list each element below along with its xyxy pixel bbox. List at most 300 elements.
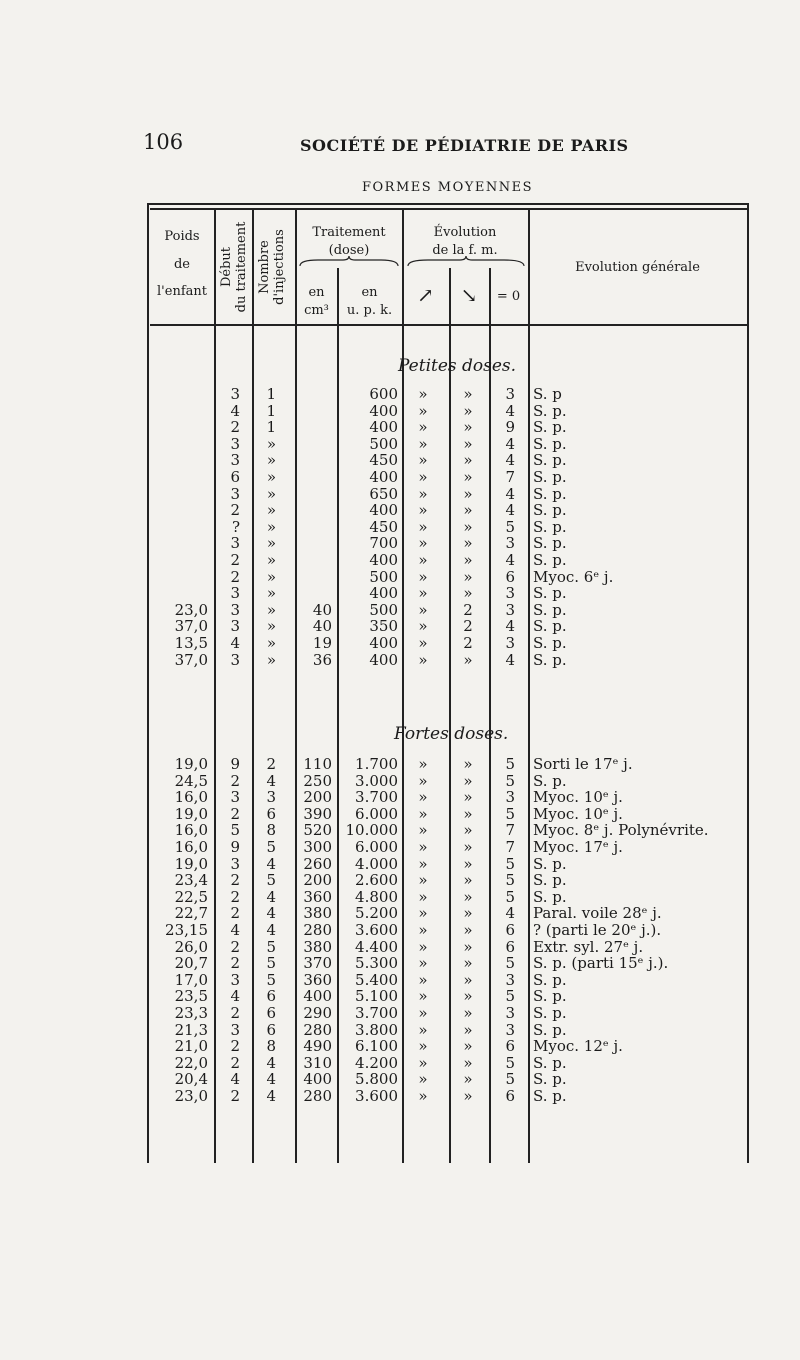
cell-zero: 5	[505, 771, 515, 790]
cell-up: »	[418, 434, 428, 453]
cell-cm3: 290	[303, 1004, 332, 1022]
cell-down: »	[463, 517, 473, 536]
cell-cm3: 36	[312, 650, 332, 669]
cell-down: »	[463, 937, 473, 956]
cell-up: »	[418, 804, 428, 823]
cell-gen: S. p.	[533, 600, 567, 619]
cell-poids: 21,3	[174, 1020, 208, 1039]
cell-upk: 400	[369, 501, 398, 520]
cell-gen: S. p.	[533, 434, 567, 453]
cell-nombre: »	[266, 468, 276, 486]
cell-up: »	[418, 385, 428, 403]
cell-gen: S. p.	[533, 584, 567, 603]
cell-nombre: 6	[266, 987, 276, 1006]
cell-zero: 5	[505, 1070, 515, 1089]
cell-zero: 3	[505, 534, 515, 553]
cell-zero: 3	[505, 385, 515, 403]
cell-upk: 5.200	[355, 904, 398, 923]
cell-gen: S. p. (parti 15ᵉ j.).	[533, 954, 669, 973]
cell-gen: S. p.	[533, 887, 567, 906]
cell-down: »	[463, 1020, 473, 1039]
cell-zero: 6	[505, 1087, 515, 1105]
cell-gen: S. p.	[533, 987, 567, 1006]
cell-zero: 3	[505, 634, 515, 652]
cell-upk: 5.400	[355, 970, 398, 989]
cell-nombre: 4	[266, 921, 276, 939]
cell-cm3: 380	[303, 904, 332, 923]
cell-poids: 26,0	[174, 937, 208, 956]
cell-nombre: »	[266, 617, 276, 636]
cell-up: »	[418, 904, 428, 923]
cell-nombre: 4	[266, 887, 276, 906]
table-row	[0, 773, 800, 790]
cell-zero: 3	[505, 1004, 515, 1022]
cell-down: »	[463, 970, 473, 989]
cell-zero: 7	[505, 468, 515, 486]
cell-nombre: 2	[266, 755, 276, 773]
cell-zero: 3	[505, 970, 515, 989]
cell-upk: 5.100	[355, 987, 398, 1006]
cell-debut: 2	[230, 1087, 240, 1105]
table-row	[0, 939, 800, 956]
cell-upk: 500	[369, 434, 398, 453]
cell-upk: 4.800	[355, 887, 398, 906]
cell-debut: 2	[230, 418, 240, 437]
cell-zero: 6	[505, 567, 515, 586]
cell-up: »	[418, 887, 428, 906]
header-evolution-fm: Évolution de la f. m.	[432, 225, 498, 258]
table-row	[0, 922, 800, 939]
cell-gen: S. p.	[533, 634, 567, 652]
cell-up: »	[418, 1004, 428, 1022]
cell-zero: 5	[505, 954, 515, 973]
table-row	[0, 905, 800, 922]
cell-down: »	[463, 838, 473, 856]
cell-debut: 9	[230, 755, 240, 773]
cell-up: »	[418, 567, 428, 586]
cell-debut: 3	[230, 600, 240, 619]
cell-upk: 5.800	[355, 1070, 398, 1089]
cell-poids: 23,4	[174, 871, 208, 890]
cell-up: »	[418, 468, 428, 486]
table-row	[0, 839, 800, 856]
cell-zero: 5	[505, 804, 515, 823]
table-row	[0, 1071, 800, 1088]
cell-upk: 5.300	[355, 954, 398, 973]
cell-up: »	[418, 954, 428, 973]
cell-up: »	[418, 788, 428, 807]
cell-down: »	[463, 954, 473, 973]
cell-debut: 2	[230, 501, 240, 520]
cell-zero: 6	[505, 1037, 515, 1056]
cell-zero: 4	[505, 501, 515, 520]
cell-poids: 20,4	[174, 1070, 208, 1089]
cell-gen: Paral. voile 28ᵉ j.	[533, 904, 662, 923]
cell-down: »	[463, 871, 473, 890]
table-row	[0, 486, 800, 503]
cell-up: »	[418, 650, 428, 669]
cell-debut: 6	[230, 468, 240, 486]
cell-up: »	[418, 517, 428, 536]
cell-nombre: 4	[266, 771, 276, 790]
cell-up: »	[418, 871, 428, 890]
cell-gen: S. p.	[533, 970, 567, 989]
cell-gen: S. p.	[533, 617, 567, 636]
cell-down: »	[463, 788, 473, 807]
cell-nombre: »	[266, 517, 276, 536]
cell-gen: S. p.	[533, 484, 567, 503]
cell-poids: 23,3	[174, 1004, 208, 1022]
cell-nombre: »	[266, 567, 276, 586]
cell-gen: S. p.	[533, 871, 567, 890]
cell-zero: 5	[505, 1053, 515, 1072]
cell-gen: S. p.	[533, 1004, 567, 1022]
cell-up: »	[418, 987, 428, 1006]
cell-nombre: 5	[266, 970, 276, 989]
header-evolution-generale: Evolution générale	[575, 260, 700, 275]
cell-gen: S. p.	[533, 650, 567, 669]
cell-gen: S. p.	[533, 401, 567, 420]
cell-debut: 3	[230, 434, 240, 453]
cell-gen: S. p.	[533, 1053, 567, 1072]
cell-nombre: 1	[266, 418, 276, 437]
cell-upk: 700	[369, 534, 398, 553]
cell-zero: 6	[505, 937, 515, 956]
cell-debut: 4	[230, 1070, 240, 1089]
cell-gen: S. p.	[533, 468, 567, 486]
cell-upk: 3.600	[355, 921, 398, 939]
cell-debut: 2	[230, 804, 240, 823]
cell-up: »	[418, 937, 428, 956]
table-row	[0, 1022, 800, 1039]
cell-nombre: 8	[266, 1037, 276, 1056]
cell-poids: 24,5	[174, 771, 208, 790]
cell-poids: 23,15	[165, 921, 208, 939]
cell-zero: 5	[505, 887, 515, 906]
up-arrow-icon: ↗	[417, 283, 434, 307]
cell-poids: 16,0	[174, 821, 208, 840]
cell-down: »	[463, 484, 473, 503]
cell-gen: S. p.	[533, 418, 567, 437]
cell-zero: 4	[505, 904, 515, 923]
table-row	[0, 972, 800, 989]
cell-upk: 6.000	[355, 804, 398, 823]
cell-debut: 3	[230, 854, 240, 873]
table-row	[0, 955, 800, 972]
table-row	[0, 1055, 800, 1072]
cell-upk: 1.700	[355, 755, 398, 773]
cell-zero: 7	[505, 838, 515, 856]
cell-down: 2	[463, 634, 473, 652]
cell-debut: 2	[230, 954, 240, 973]
cell-zero: 9	[505, 418, 515, 437]
cell-zero: 4	[505, 551, 515, 569]
down-arrow-icon: ↘	[460, 283, 478, 307]
cell-gen: S. p.	[533, 854, 567, 873]
header-traitement: Traitement (dose)	[312, 225, 386, 258]
cell-up: »	[418, 821, 428, 840]
cell-upk: 650	[369, 484, 398, 503]
cell-upk: 400	[369, 650, 398, 669]
cell-nombre: 6	[266, 1020, 276, 1039]
cell-poids: 19,0	[174, 755, 208, 773]
cell-upk: 400	[369, 584, 398, 603]
table-row	[0, 988, 800, 1005]
header-en-upk: en u. p. k.	[346, 285, 393, 318]
cell-nombre: »	[266, 551, 276, 569]
cell-zero: 5	[505, 755, 515, 773]
cell-down: »	[463, 854, 473, 873]
table-row	[0, 889, 800, 906]
cell-zero: 3	[505, 600, 515, 619]
cell-up: »	[418, 1070, 428, 1089]
cell-up: »	[418, 1037, 428, 1056]
cell-gen: S. p.	[533, 534, 567, 553]
cell-upk: 4.400	[355, 937, 398, 956]
cell-nombre: 8	[266, 821, 276, 840]
cell-debut: 2	[230, 771, 240, 790]
cell-up: »	[418, 484, 428, 503]
cell-upk: 3.700	[355, 788, 398, 807]
cell-zero: 4	[505, 401, 515, 420]
cell-poids: 21,0	[174, 1037, 208, 1056]
table-row	[0, 602, 800, 619]
cell-up: »	[418, 451, 428, 470]
cell-cm3: 520	[303, 821, 332, 840]
cell-down: »	[463, 1037, 473, 1056]
cell-upk: 3.600	[355, 1087, 398, 1105]
cell-up: »	[418, 970, 428, 989]
cell-gen: Extr. syl. 27ᵉ j.	[533, 937, 644, 956]
cell-nombre: »	[266, 634, 276, 652]
cell-down: »	[463, 1053, 473, 1072]
cell-upk: 500	[369, 600, 398, 619]
cell-down: »	[463, 904, 473, 923]
cell-cm3: 390	[303, 804, 332, 823]
cell-nombre: 5	[266, 871, 276, 890]
cell-zero: 5	[505, 987, 515, 1006]
cell-down: »	[463, 650, 473, 669]
cell-zero: 7	[505, 821, 515, 840]
cell-down: »	[463, 1087, 473, 1105]
cell-up: »	[418, 551, 428, 569]
page-number: 106	[143, 130, 184, 154]
cell-up: »	[418, 401, 428, 420]
cell-nombre: 3	[266, 788, 276, 807]
cell-debut: 3	[230, 970, 240, 989]
cell-poids: 23,0	[174, 1087, 208, 1105]
cell-up: »	[418, 501, 428, 520]
cell-gen: S. p	[533, 385, 562, 403]
cell-nombre: 4	[266, 854, 276, 873]
cell-upk: 450	[369, 451, 398, 470]
cell-down: »	[463, 501, 473, 520]
brace-evolution	[406, 256, 526, 268]
cell-up: »	[418, 1020, 428, 1039]
cell-debut: 3	[230, 617, 240, 636]
cell-nombre: »	[266, 534, 276, 553]
cell-upk: 600	[369, 385, 398, 403]
cell-debut: 3	[230, 584, 240, 603]
cell-cm3: 250	[303, 771, 332, 790]
cell-zero: 4	[505, 650, 515, 669]
cell-debut: 3	[230, 1020, 240, 1039]
cell-down: »	[463, 755, 473, 773]
header-poids: Poids de l'enfant	[157, 229, 207, 300]
cell-nombre: »	[266, 501, 276, 520]
section-title-petites: Petites doses.	[398, 356, 517, 376]
cell-upk: 3.700	[355, 1004, 398, 1022]
cell-upk: 6.100	[355, 1037, 398, 1056]
cell-poids: 22,0	[174, 1053, 208, 1072]
cell-zero: 4	[505, 434, 515, 453]
cell-poids: 23,0	[174, 600, 208, 619]
cell-debut: 3	[230, 534, 240, 553]
cell-nombre: 1	[266, 401, 276, 420]
cell-gen: S. p.	[533, 771, 567, 790]
cell-up: »	[418, 1087, 428, 1105]
cell-poids: 16,0	[174, 788, 208, 807]
cell-upk: 450	[369, 517, 398, 536]
cell-nombre: 6	[266, 1004, 276, 1022]
cell-down: »	[463, 1004, 473, 1022]
cell-zero: 4	[505, 617, 515, 636]
cell-down: »	[463, 401, 473, 420]
cell-upk: 10.000	[345, 821, 398, 840]
cell-upk: 400	[369, 634, 398, 652]
cell-upk: 500	[369, 567, 398, 586]
cell-upk: 2.600	[355, 871, 398, 890]
cell-gen: Myoc. 10ᵉ j.	[533, 804, 623, 823]
cell-up: »	[418, 771, 428, 790]
cell-down: »	[463, 418, 473, 437]
cell-gen: Myoc. 6ᵉ j.	[533, 567, 614, 586]
table-row	[0, 552, 800, 569]
table-row	[0, 403, 800, 420]
cell-up: »	[418, 1053, 428, 1072]
cell-cm3: 19	[312, 634, 332, 652]
table-row	[0, 635, 800, 652]
brace-traitement	[298, 256, 400, 268]
cell-nombre: 4	[266, 1053, 276, 1072]
table-row	[0, 436, 800, 453]
cell-up: »	[418, 534, 428, 553]
cell-cm3: 200	[303, 788, 332, 807]
cell-cm3: 490	[303, 1037, 332, 1056]
table-row	[0, 386, 800, 403]
cell-upk: 4.000	[355, 854, 398, 873]
cell-debut: 2	[230, 1053, 240, 1072]
section-title-fortes: Fortes doses.	[394, 724, 509, 744]
cell-cm3: 360	[303, 887, 332, 906]
cell-poids: 13,5	[174, 634, 208, 652]
cell-poids: 37,0	[174, 650, 208, 669]
cell-down: »	[463, 551, 473, 569]
cell-debut: 4	[230, 921, 240, 939]
table-row	[0, 756, 800, 773]
cell-nombre: »	[266, 434, 276, 453]
cell-nombre: »	[266, 600, 276, 619]
cell-nombre: 5	[266, 954, 276, 973]
table-row	[0, 618, 800, 635]
cell-upk: 6.000	[355, 838, 398, 856]
cell-upk: 400	[369, 551, 398, 569]
cell-up: »	[418, 418, 428, 437]
cell-debut: 2	[230, 1004, 240, 1022]
cell-gen: Myoc. 17ᵉ j.	[533, 838, 623, 856]
table-row	[0, 1088, 800, 1105]
cell-down: 2	[463, 617, 473, 636]
cell-cm3: 400	[303, 1070, 332, 1089]
cell-up: »	[418, 617, 428, 636]
cell-up: »	[418, 755, 428, 773]
cell-cm3: 370	[303, 954, 332, 973]
cell-upk: 4.200	[355, 1053, 398, 1072]
table-row	[0, 519, 800, 536]
table-row	[0, 822, 800, 839]
cell-zero: 4	[505, 484, 515, 503]
cell-down: »	[463, 534, 473, 553]
cell-gen: ? (parti le 20ᵉ j.).	[533, 921, 662, 939]
table-top-rule	[147, 203, 748, 205]
cell-debut: 2	[230, 871, 240, 890]
cell-poids: 19,0	[174, 804, 208, 823]
cell-gen: Myoc. 12ᵉ j.	[533, 1037, 623, 1056]
cell-zero: 5	[505, 854, 515, 873]
cell-up: »	[418, 921, 428, 939]
cell-cm3: 400	[303, 987, 332, 1006]
table-row	[0, 569, 800, 586]
running-title: SOCIÉTÉ DE PÉDIATRIE DE PARIS	[300, 136, 629, 155]
cell-down: »	[463, 987, 473, 1006]
cell-nombre: 1	[266, 385, 276, 403]
cell-nombre: 4	[266, 1070, 276, 1089]
cell-cm3: 280	[303, 921, 332, 939]
cell-debut: 4	[230, 987, 240, 1006]
cell-cm3: 360	[303, 970, 332, 989]
cell-cm3: 380	[303, 937, 332, 956]
cell-nombre: 6	[266, 804, 276, 823]
table-row	[0, 806, 800, 823]
cell-cm3: 40	[312, 600, 332, 619]
cell-gen: S. p.	[533, 551, 567, 569]
cell-cm3: 40	[312, 617, 332, 636]
cell-cm3: 310	[303, 1053, 332, 1072]
table-row	[0, 652, 800, 669]
cell-nombre: »	[266, 484, 276, 503]
table-row	[0, 1038, 800, 1055]
cell-gen: Sorti le 17ᵉ j.	[533, 755, 633, 773]
cell-debut: 2	[230, 567, 240, 586]
table-row	[0, 1005, 800, 1022]
cell-debut: 4	[230, 634, 240, 652]
cell-down: »	[463, 468, 473, 486]
cell-nombre: 5	[266, 838, 276, 856]
cell-poids: 20,7	[174, 954, 208, 973]
table-top-rule-inner	[150, 208, 748, 210]
cell-debut: 2	[230, 937, 240, 956]
cell-upk: 400	[369, 468, 398, 486]
cell-down: »	[463, 385, 473, 403]
header-debut: Début du traitement	[219, 221, 249, 313]
cell-down: »	[463, 451, 473, 470]
header-nombre: Nombre d'injections	[257, 229, 287, 305]
cell-nombre: »	[266, 451, 276, 470]
cell-poids: 19,0	[174, 854, 208, 873]
cell-cm3: 280	[303, 1087, 332, 1105]
cell-down: »	[463, 821, 473, 840]
cell-debut: 3	[230, 451, 240, 470]
